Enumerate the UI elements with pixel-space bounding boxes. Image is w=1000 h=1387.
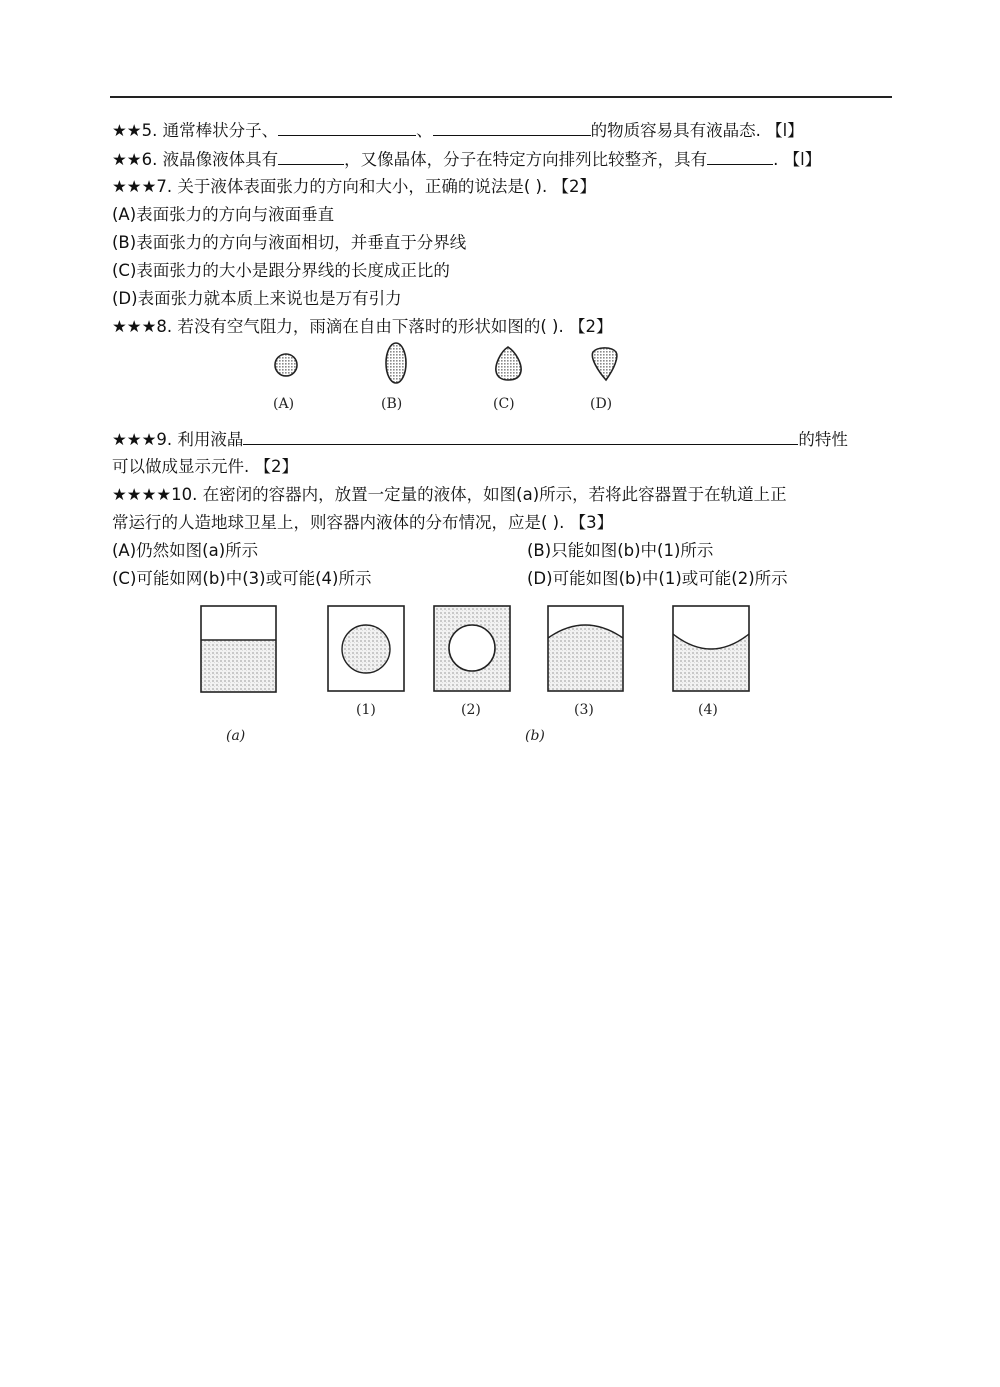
q5-suffix: 的物质容易具有液晶态. 【l】	[590, 121, 804, 140]
drop-label-a: (A)	[273, 396, 295, 412]
drop-d-inverted	[592, 348, 617, 380]
q6-part-2: ，又像晶体，分子在特定方向排列比较整齐，具有	[344, 150, 708, 169]
q5-sep: 、	[416, 121, 433, 140]
container-figure-3	[548, 606, 623, 691]
question-10-stem-2: 常运行的人造地球卫星上，则容器内液体的分布情况，应是( ). 【3】	[112, 513, 614, 532]
q10-option-a: (A)仍然如图(a)所示	[112, 541, 259, 560]
q6-part-3: . 【l】	[773, 150, 822, 169]
q5-prefix: ★★5. 通常棒状分子、	[112, 121, 279, 140]
q9-blank[interactable]	[243, 428, 798, 445]
q7-option-d: (D)表面张力就本质上来说也是万有引力	[112, 289, 402, 308]
question-10-stem-1: ★★★★10. 在密闭的容器内，放置一定量的液体，如图(a)所示，若将此容器置于在轨道上正	[112, 485, 787, 504]
drop-label-d: (D)	[590, 396, 613, 412]
container-figure-1	[328, 606, 404, 691]
q7-option-c: (C)表面张力的大小是跟分界线的长度成正比的	[112, 261, 450, 280]
question-7-stem: ★★★7. 关于液体表面张力的方向和大小，正确的说法是( ). 【2】	[112, 177, 596, 196]
drop-b-elongated	[386, 343, 406, 383]
container-figure-2	[434, 606, 510, 691]
q10-option-c: (C)可能如网(b)中(3)或可能(4)所示	[112, 569, 372, 588]
fig-label-2: (2)	[461, 702, 481, 718]
q7-option-b: (B)表面张力的方向与液面相切，并垂直于分界线	[112, 233, 467, 252]
q10-option-d: (D)可能如图(b)中(1)或可能(2)所示	[527, 569, 788, 588]
container-figure-a	[201, 606, 276, 692]
q9-part-2: 的特性	[798, 430, 848, 449]
drop-label-b: (B)	[381, 396, 403, 412]
fig-label-4: (4)	[698, 702, 718, 718]
fig-label-3: (3)	[574, 702, 594, 718]
q9-part-1: ★★★9. 利用液晶	[112, 430, 244, 449]
q10-option-b: (B)只能如图(b)中(1)所示	[527, 541, 714, 560]
drop-a-sphere	[275, 354, 297, 376]
question-8-stem: ★★★8. 若没有空气阻力，雨滴在自由下落时的形状如图的( ). 【2】	[112, 317, 613, 336]
fig-label-1: (1)	[356, 702, 376, 718]
drop-label-c: (C)	[493, 396, 515, 412]
question-9-line-2: 可以做成显示元件. 【2】	[112, 457, 298, 476]
container-figure-4	[673, 606, 749, 691]
q6-part-1: ★★6. 液晶像液体具有	[112, 150, 279, 169]
group-label-a: (a)	[226, 728, 246, 744]
question-9	[112, 428, 848, 451]
drop-c-teardrop	[496, 347, 521, 380]
q7-option-a: (A)表面张力的方向与液面垂直	[112, 205, 335, 224]
group-label-b: (b)	[525, 728, 545, 744]
